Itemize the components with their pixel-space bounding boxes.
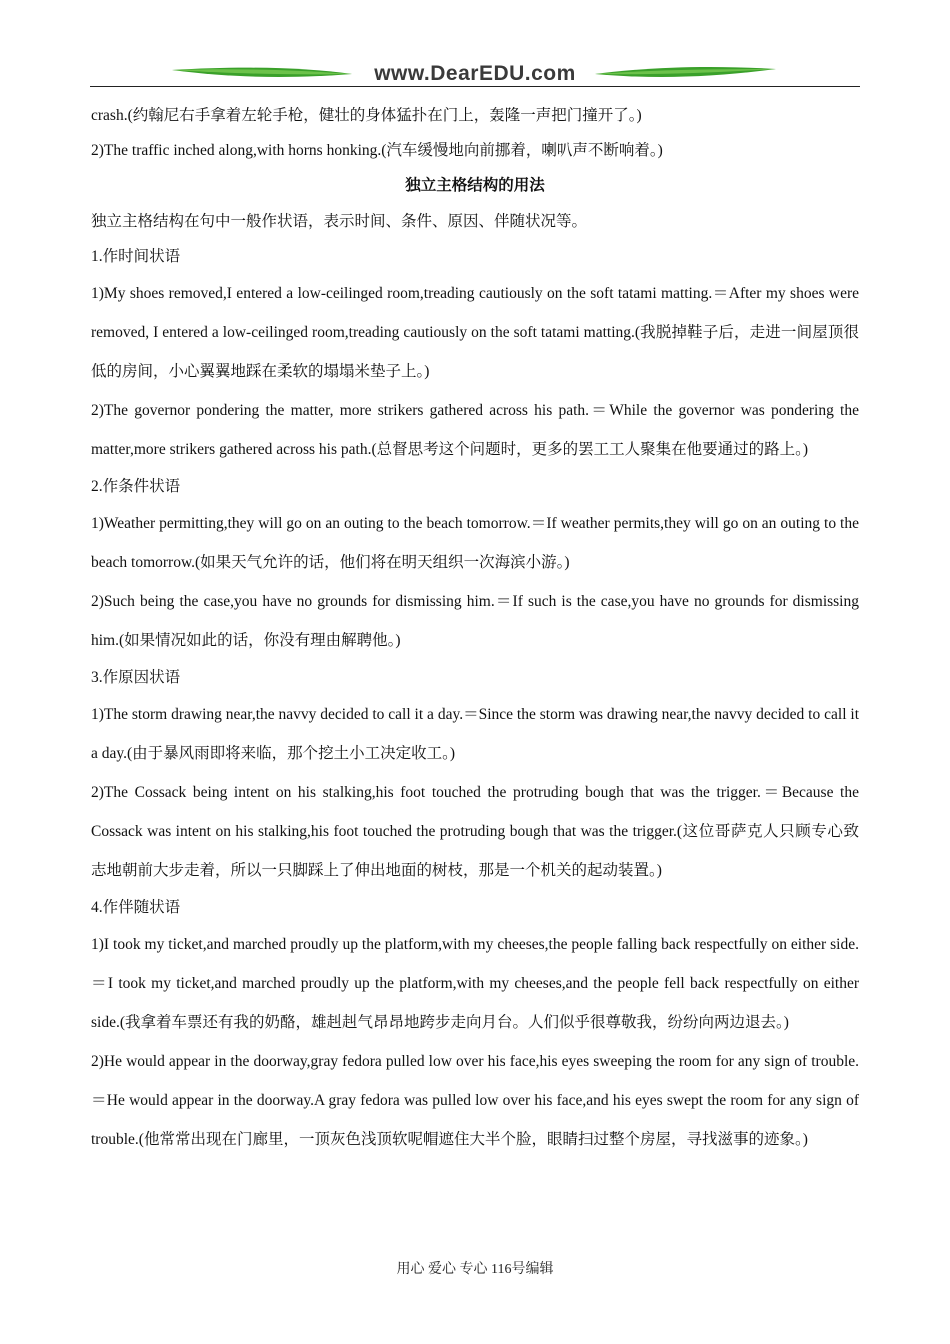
section-heading-time: 1.作时间状语 <box>91 248 181 265</box>
example-paragraph: 1)Weather permitting,they will go on an outing to the beach tomorrow.＝If weather permits,they will go on an outing to the beach tomorrow.(如果天气允许的话，他们将在明天组织一次海滨小游。) <box>91 515 859 571</box>
header-divider <box>90 86 860 87</box>
section-title: 独立主格结构的用法 <box>405 177 545 194</box>
section-heading-condition: 2.作条件状语 <box>91 478 181 495</box>
section-heading-accompany: 4.作伴随状语 <box>91 899 181 916</box>
example-paragraph: 2)He would appear in the doorway,gray fedora pulled low over his face,his eyes sweeping the room for any sign of trouble.＝He would appear in the doorway.A gray fedora was pulled low over his face,and his eyes swept the room for any sign of trouble.(他常常出现在门廊里，一顶灰色浅顶软呢帽遮住大半个脸，眼睛扫过整个房屋，寻找滋事的迹象。) <box>91 1053 859 1148</box>
section-heading-reason: 3.作原因状语 <box>91 669 181 686</box>
example-paragraph: 1)The storm drawing near,the navvy decided to call it a day.＝Since the storm was drawing near,the navvy decided to call it a day.(由于暴风雨即将来临，那个挖土小工决定收工。) <box>91 706 859 762</box>
document-body <box>91 98 859 1159</box>
example-paragraph: 2)The Cossack being intent on his stalking,his foot touched the protruding bough that was the trigger.＝Because the Cossack was intent on his stalking,his foot touched the protruding bough that was the trigger.(这位哥萨克人只顾专心致志地朝前大步走着，所以一只脚踩上了伸出地面的树枝，那是一个机关的起动装置。) <box>91 784 859 879</box>
page-footer: 用心 爱心 专心 116号编辑 <box>396 1262 554 1277</box>
paragraph: 2)The traffic inched along,with horns honking.(汽车缓慢地向前挪着，喇叭声不断响着。) <box>91 142 663 159</box>
paragraph: crash.(约翰尼右手拿着左轮手枪，健壮的身体猛扑在门上，轰隆一声把门撞开了。) <box>91 107 642 124</box>
example-paragraph: 2)The governor pondering the matter, more strikers gathered across his path.＝While the governor was pondering the matter,more strikers gathered across his path.(总督思考这个问题时，更多的罢工工人聚集在他要通过的路上。) <box>91 402 859 458</box>
example-paragraph: 1)I took my ticket,and marched proudly up the platform,with my cheeses,the people falling back respectfully on either side.＝I took my ticket,and marched proudly up the platform,with my cheeses,and the people fell back respectfully on either side.(我拿着车票还有我的奶酪，雄赳赳气昂昂地跨步走向月台。人们似乎很尊敬我，纷纷向两边退去。) <box>91 936 859 1031</box>
example-paragraph: 1)My shoes removed,I entered a low-ceilinged room,treading cautiously on the soft tatami matting.＝After my shoes were removed, I entered a low-ceilinged room,treading cautiously on the soft tatami matting.(我脱掉鞋子后，走进一间屋顶很低的房间，小心翼翼地踩在柔软的塌塌米垫子上。) <box>91 285 859 380</box>
example-paragraph: 2)Such being the case,you have no grounds for dismissing him.＝If such is the case,you have no grounds for dismissing him.(如果情况如此的话，你没有理由解聘他。) <box>91 593 859 649</box>
intro-paragraph: 独立主格结构在句中一般作状语，表示时间、条件、原因、伴随状况等。 <box>91 213 588 230</box>
site-logo-text: www.DearEDU.com <box>374 62 576 85</box>
